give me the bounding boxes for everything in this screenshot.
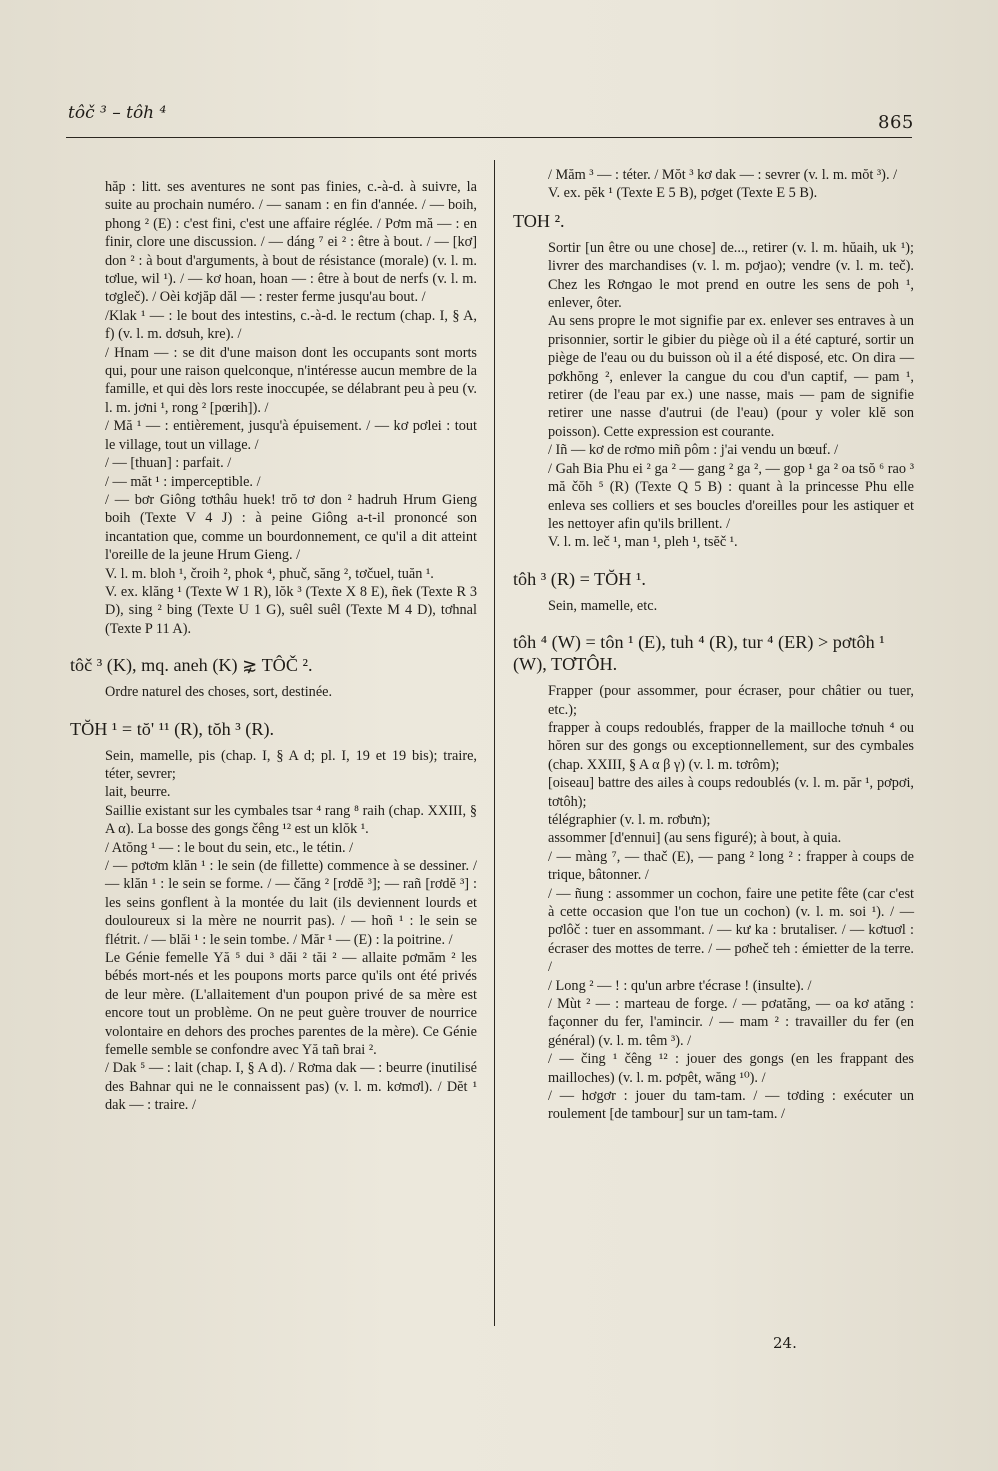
entry-paragraph: /Klak ¹ — : le bout des intestins, c.-à-d. le rectum (chap. I, § A, f) (v. l. m. dơsuh, kre). /: [105, 307, 477, 343]
running-head: tôč ³ – tôh ⁴: [68, 103, 167, 123]
spacer: [548, 675, 914, 682]
entry-paragraph: / Dak ⁵ — : lait (chap. I, § A d). / Rơma dak — : beurre (inutilisé des Bahnar qui ne le connaissent pas) (v. l. m. kơmơl). / Dĕt ¹ dak — : traire. /: [105, 1060, 477, 1114]
entry-headword: TOH ².: [513, 210, 565, 231]
entry-paragraph: / Iñ — kơ de rơmo miñ pôm : j'ai vendu un bœuf. /: [548, 442, 839, 459]
page-number: 865: [878, 112, 914, 133]
spacer: [548, 590, 914, 597]
entry-paragraph: V. l. m. bloh ¹, čroih ², phok ⁴, phuč, săng ², tơčuel, tuăn ¹.: [105, 565, 434, 582]
entry-paragraph: / — [thuan] : parfait. /: [105, 455, 232, 472]
entry-paragraph: / Atŏng ¹ — : le bout du sein, etc., le tétin. /: [105, 839, 354, 856]
entry-paragraph: / — ñung : assommer un cochon, faire une petite fête (car c'est à cette occasion que l'on tue un cochon) (v. l. m. soi ¹). / — pơlôč : tuer en assommant. / — kư ka : brutaliser. / — kơtuơl : écraser des mottes de terre. / — pơheč teh : émietter de la terre. /: [548, 885, 914, 976]
entry-paragraph: / — bơr Giông tơthâu huek! trŏ tơ don ² hadruh Hrum Gieng boih (Texte V 4 J) : à peine Giông a-t-il prononcé son incantation que, comme un bourdonnement, ce qu'il a dit atteint l'oreille de la jeune Hrum Gieng. /: [105, 491, 477, 564]
entry-paragraph: lait, beurre.: [105, 784, 171, 801]
entry-paragraph: Sortir [un être ou une chose] de..., retirer (v. l. m. hŭaih, uk ¹); livrer des marchandises (v. l. m. pơjao); vendre (v. l. m. teč). Chez les Rơngao le mot prend en outre les sens de poh ¹, enlever, ôter.: [548, 239, 914, 312]
entry-paragraph: / Hnam — : se dit d'une maison dont les occupants sont morts qui, pour une raison quelconque, n'intéresse aucun membre de la famille, et qui dès lors reste inoccupée, se délabrant peu à peu (v. l. m. jơni ¹, rong ² [pœrih]). /: [105, 344, 477, 416]
entry-paragraph: Au sens propre le mot signifie par ex. enlever ses entraves à un prisonnier, sortir le gibier du piège où il a été capturé, sortir un piège de l'eau ou du buisson où il a été disposé, etc. On dira — pơkhŏng ², enlever la cangue du cou d'un captif, — pam ¹, retirer (de l'eau par ex.) une nasse, mais — pam de signifie retirer une nasse d'autrui (de l'eau) (pour y voler klĕ son poisson). Cette expression est courante.: [548, 313, 914, 440]
left-column: [70, 178, 477, 1115]
entry-paragraph: / Gah Bia Phu ei ² ga ² — gang ² ga ², — gop ¹ ga ² oa tsŏ ⁶ rao ³ mă čŏh ⁵ (R) (Texte Q 5 B) : quant à la princesse Phu elle enleva ses colliers et ses boucles d'oreilles pour les astiquer et les nettoyer afin qu'ils brillent. /: [548, 460, 914, 532]
entry-headword: TŎH ¹ = tŏ' ¹¹ (R), tŏh ³ (R).: [70, 718, 275, 739]
spacer: [105, 702, 477, 718]
entry-headword: tôč ³ (K), mq. aneh (K) ⋧ TÔČ ².: [70, 655, 313, 676]
entry-paragraph: V. ex. pĕk ¹ (Texte E 5 B), pơget (Texte E 5 B).: [548, 185, 818, 202]
entry-paragraph: / — màng ⁷, — thač (E), — pang ² long ² : frapper à coups de trique, bâtonner. /: [548, 848, 914, 884]
header-rule: [66, 137, 912, 138]
spacer: [105, 676, 477, 683]
entry-paragraph: / Măm ³ — : téter. / Mŏt ³ kơ dak — : sevrer (v. l. m. mŏt ³). /: [548, 167, 898, 183]
entry-paragraph: V. ex. klăng ¹ (Texte W 1 R), lŏk ³ (Texte X 8 E), ñek (Texte R 3 D), sing ² bing (Texte U 1 G), suêl suêl (Texte M 4 D), tơhnal (Texte P 11 A).: [105, 583, 477, 637]
entry-paragraph: / — măt ¹ : imperceptible. /: [105, 473, 261, 490]
spacer: [548, 615, 914, 631]
entry-paragraph: / Long ² — ! : qu'un arbre t'écrase ! (insulte). /: [548, 977, 812, 994]
entry-paragraph: Sein, mamelle, pis (chap. I, § A d; pl. I, 19 et 19 bis); traire, téter, sevrer;: [105, 747, 477, 782]
entry-paragraph: Ordre naturel des choses, sort, destinée.: [105, 684, 333, 701]
entry-paragraph: / — čing ¹ čêng ¹² : jouer des gongs (en les frappant des mailloches) (v. l. m. pơpêt, wăng ¹⁰). /: [548, 1051, 914, 1086]
spacer: [548, 552, 914, 568]
entry-paragraph: assommer [d'ennui] (au sens figuré); à bout, à quia.: [548, 830, 842, 847]
spacer: [105, 740, 477, 747]
entry-paragraph: frapper à coups redoublés, frapper de la mailloche tơnuh ⁴ ou hŏren sur des gongs ou exceptionnellement, sur des cymbales (chap. XXIII, § A α β γ) (v. l. m. tơrôm);: [548, 719, 914, 773]
right-column: [513, 166, 914, 1124]
entry-paragraph: Sein, mamelle, etc.: [548, 597, 658, 614]
entry-paragraph: Frapper (pour assommer, pour écraser, pour châtier ou tuer, etc.);: [548, 683, 914, 718]
entry-paragraph: hăp : litt. ses aventures ne sont pas finies, c.-à-d. à suivre, la suite au prochain numéro. / — sanam : en fin d'année. / — boih, phong ² (E) : c'est fini, c'est une affaire réglée. / Pơm mă — : en finir, clore une discussion. / — dáng ⁷ ei ² : être à bout. / — [kơ] don ² : à bout d'arguments, à bout de résistance (morale) (v. l. m. tơlue, wil ¹). / — kơ hoan, hoan — : être à bout de nerfs (v. l. m. tơgleč). / Oèi kơjăp dăl — : rester ferme jusqu'au bout. /: [105, 179, 477, 306]
column-divider: [494, 160, 495, 1326]
signature-mark: 24.: [773, 1334, 797, 1352]
entry-headword: tôh ³ (R) = TŎH ¹.: [513, 568, 646, 589]
entry-paragraph: [oiseau] battre des ailes à coups redoublés (v. l. m. păr ¹, pơpơi, tơtôh);: [548, 775, 914, 810]
spacer: [548, 203, 914, 210]
entry-paragraph: / — hơgơr : jouer du tam-tam. / — tơding : exécuter un roulement [de tambour] sur un tam-tam. /: [548, 1088, 914, 1123]
entry-paragraph: / Mă ¹ — : entièrement, jusqu'à épuisement. / — kơ pơlei : tout le village, tout un village. /: [105, 418, 477, 453]
entry-paragraph: V. l. m. leč ¹, man ¹, pleh ¹, tsĕč ¹.: [548, 534, 738, 551]
entry-paragraph: / — pơtơm klăn ¹ : le sein (de fillette) commence à se dessiner. / — klăn ¹ : le sein se forme. / — čăng ² [rơdĕ ³]; — rañ [rơdĕ ³] : les seins gonflent à la montée du lait (ils deviennent lourds et douloureux si la mère ne nourrit pas). / — hoñ ¹ : le sein se flétrit. / — blăi ¹ : le sein tombe. / Măr ¹ — (E) : la poitrine. /: [105, 858, 477, 948]
spacer: [105, 638, 477, 654]
entry-headword: tôh ⁴ (W) = tôn ¹ (E), tuh ⁴ (R), tur ⁴ (ER) > pơtôh ¹ (W), TƠTÔH.: [513, 632, 885, 675]
entry-paragraph: télégraphier (v. l. m. rơbưn);: [548, 811, 711, 828]
entry-paragraph: Le Génie femelle Yă ⁵ dui ³ dăi ² tăi ² — allaite pơmăm ² les bébés mort-nés et les poupons morts parce qu'ils ont été privés de leur mère. (L'allaitement d'un poupon privé de sa mère est encore tout un problème. On ne peut guère trouver de nourrice volontaire en dehors des proches parentes de la mère). Ce Génie femelle semble se confondre avec Yă tañ brai ².: [105, 950, 477, 1059]
entry-paragraph: Saillie existant sur les cymbales tsar ⁴ rang ⁸ raih (chap. XXIII, § A α). La bosse des gongs čêng ¹² est un klŏk ¹.: [105, 802, 477, 838]
spacer: [548, 232, 914, 239]
entry-paragraph: / Mùt ² — : marteau de forge. / — pơatăng, — oa kơ atăng : façonner du fer, l'amincir. / — mam ² : travailler du fer (en général) (v. l. m. têm ³). /: [548, 996, 914, 1049]
